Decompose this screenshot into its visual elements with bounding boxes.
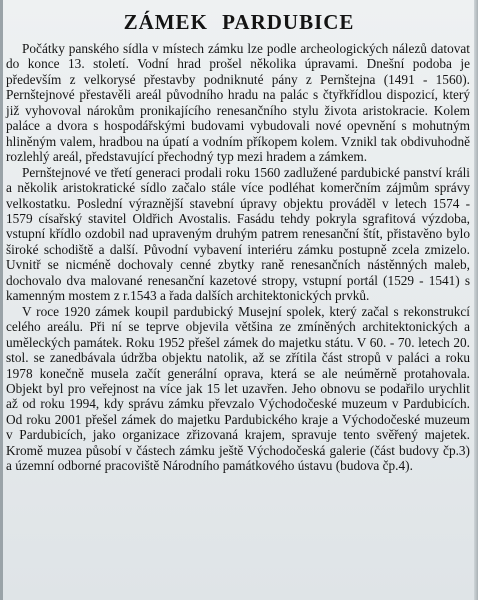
body-text [6, 41, 470, 474]
paragraph-history-origins: Počátky panského sídla v místech zámku lze podle archeologických nálezů datovat do konce 13. století. Vodní hrad prošel několika úpravami. Dnešní podoba je především z velkorysé přestavby podniknuté pány z Pernštejna (1491 - 1560). Pernštejnové přestavěli areál původního hradu na palác s čtyřkřídlou dispozicí, který již vyhovoval nárokům pronikajícího renesančního stylu života aristokracie. Kolem paláce a dvora s hospodářskými budovami vybudovali nové opevnění s mohutným hliněným valem, hradbou na úpatí a vodním příkopem kolem. Vznikl tak obdivuhodně rozlehlý areál, představující přechodný typ mezi hradem a zámkem. [6, 41, 470, 165]
panel-left-edge [0, 0, 3, 600]
panel-right-edge [474, 0, 478, 600]
paragraph-modern-history: V roce 1920 zámek koupil pardubický Musejní spolek, který začal s rekonstrukcí celého areálu. Při ní se teprve objevila většina ze zmíněných architektonických a uměleckých památek. Roku 1952 přešel zámek do majetku státu. V 60. - 70. letech 20. stol. se zanedbávala údržba objektu natolik, až se zřítila část stropů v paláci a roku 1978 konečně musela začít generální oprava, která se ale neúměrně protahovala. Objekt byl pro veřejnost na více jak 15 let uzavřen. Jeho obnovu se podařilo urychlit až od roku 1994, kdy správu zámku převzalo Východočeské muzeum v Pardubicích. Od roku 2001 přešel zámek do majetku Pardubického kraje a Východočeské muzeum v Pardubicích, jako organizace zřizovaná krajem, spravuje tento svěřený majetek. Kromě muzea působí v částech zámku ještě Východočeská galerie (část budovy čp.3) a územní odborné pracoviště Národního památkového ústavu (budova čp.4). [6, 303, 470, 474]
page-title: ZÁMEK PARDUBICE [123, 10, 355, 34]
paragraph-renaissance-changes: Pernštejnové ve třetí generaci prodali roku 1560 zadlužené pardubické panství králi a několik aristokratické sídlo začalo stále více podléhat komerčním zájmům správy velkostatku. Poslední výraznější stavební úpravy objektu prováděl v letech 1574 - 1579 císařský stavitel Oldřich Avostalis. Fasádu tehdy pokryla sgrafitová výzdoba, vstupní křídlo ozdobil nad upraveným druhým patrem renesanční štít, přistavěno bylo široké schodiště a další. Původní vybavení interiéru zámku postupně zcela zmizelo. Uvnitř se nicméně dochovaly cenné zbytky raně renesančních nástěnných maleb, dochovalo dva malované renesanční kazetové stropy, vstupní portál (1529 - 1541) s kamenným mostem z r.1543 a řada dalších architektonických prvků. [6, 164, 470, 304]
